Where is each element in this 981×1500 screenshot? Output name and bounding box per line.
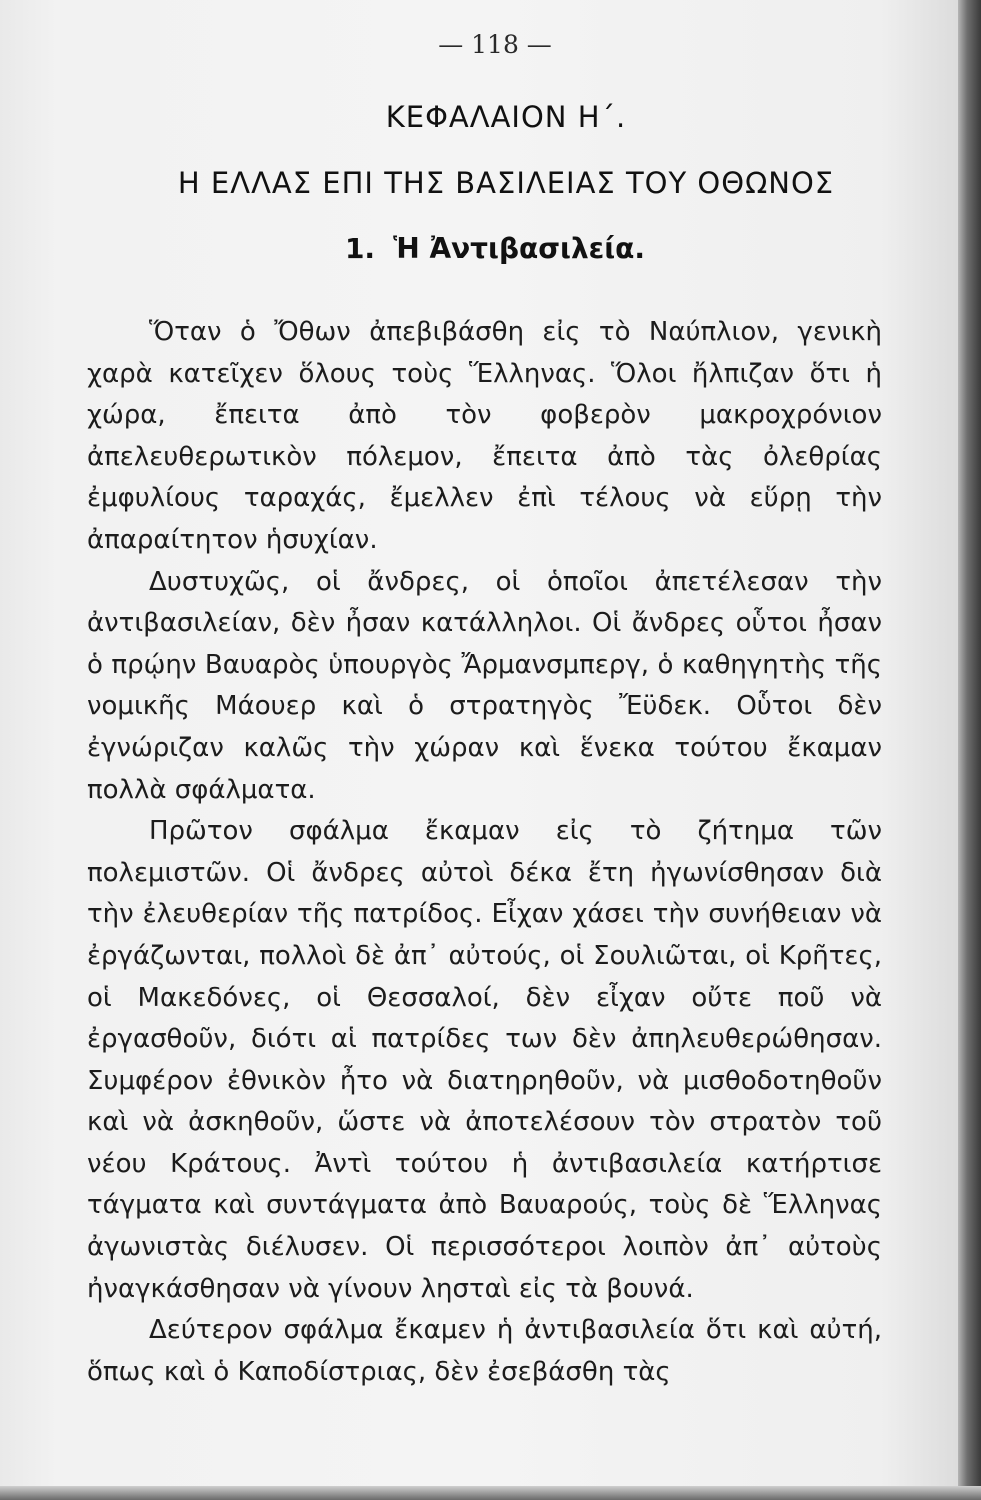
page-number: — 118 —: [438, 30, 552, 59]
main-title: Η ΕΛΛΑΣ ΕΠΙ ΤΗΣ ΒΑΣΙΛΕΙΑΣ ΤΟΥ ΟΘΩΝΟΣ: [177, 166, 835, 200]
paragraph-2: Δυστυχῶς, οἱ ἄνδρες, οἱ ὁποῖοι ἀπετέλεσαν τὴν ἀντιβασιλείαν, δὲν ἦσαν κατάλληλοι. Οἱ ἄνδρες οὗτοι ἦσαν ὁ πρῴην Βαυαρὸς ὑπουργὸς Ἄρμανσμπεργ, ὁ καθηγητὴς τῆς νομικῆς Μάουερ καὶ ὁ στρατηγὸς Ἔϋδεκ. Οὗτοι δὲν ἐγνώριζαν καλῶς τὴν χώραν καὶ ἕνεκα τούτου ἔκαμαν πολλὰ σφάλματα.: [87, 566, 882, 805]
paragraph-4: Δεύτερον σφάλμα ἔκαμεν ἡ ἀντιβασιλεία ὅτι καὶ αὐτή, ὅπως καὶ ὁ Καποδίστριας, δὲν ἐσεβάσθη τὰς: [87, 1315, 882, 1387]
section-heading: [0, 232, 958, 265]
book-spine-shadow: [958, 0, 981, 1500]
paragraph-1: Ὅταν ὁ Ὄθων ἀπεβιβάσθη εἰς τὸ Ναύπλιον, γενικὴ χαρὰ κατεῖχεν ὅλους τοὺς Ἕλληνας. Ὅλοι ἤλπιζαν ὅτι ἡ χώρα, ἔπειτα ἀπὸ τὸν φοβερὸν μακροχρόνιον ἀπελευθερωτικὸν πόλεμον, ἔπειτα ἀπὸ τὰς ὀλεθρίας ἐμφυλίους ταραχάς, ἔμελλεν ἐπὶ τέλους νὰ εὕρῃ τὴν ἀπαραίτητον ἡσυχίαν.: [87, 317, 882, 555]
page-bottom-shadow: [0, 1486, 981, 1500]
paragraph-3: Πρῶτον σφάλμα ἔκαμαν εἰς τὸ ζήτημα τῶν πολεμιστῶν. Οἱ ἄνδρες αὐτοὶ δέκα ἔτη ἠγωνίσθησαν διὰ τὴν ἐλευθερίαν τῆς πατρίδος. Εἶχαν χάσει τὴν συνήθειαν νὰ ἐργάζωνται, πολλοὶ δὲ ἀπ᾽ αὐτούς, οἱ Σουλιῶται, οἱ Κρῆτες, οἱ Μακεδόνες, οἱ Θεσσαλοί, δὲν εἶχαν οὔτε ποῦ νὰ ἐργασθοῦν, διότι αἱ πατρίδες των δὲν ἀπηλευθερώθησαν. Συμφέρον ἐθνικὸν ἦτο νὰ διατηρηθοῦν, νὰ μισθοδοτηθοῦν καὶ νὰ ἀσκηθοῦν, ὥστε νὰ ἀποτελέσουν τὸν στρατὸν τοῦ νέου Κράτους. Ἀντὶ τούτου ἡ ἀντιβασιλεία κατήρτισε τάγματα καὶ συντάγματα ἀπὸ Βαυαρούς, τοὺς δὲ Ἕλληνας ἀγωνιστὰς διέλυσεν. Οἱ περισσότεροι λοιπὸν ἀπ᾽ αὐτοὺς ἠναγκάσθησαν νὰ γίνουν λησταὶ εἰς τὰ βουνά.: [87, 816, 882, 1304]
section-number: 1.: [344, 232, 376, 265]
chapter-title: ΚΕΦΑΛΑΙΟΝ Η΄.: [385, 100, 627, 134]
section-title: Ἡ Ἀντιβασιλεία.: [393, 232, 646, 265]
body-text: [87, 312, 882, 1393]
